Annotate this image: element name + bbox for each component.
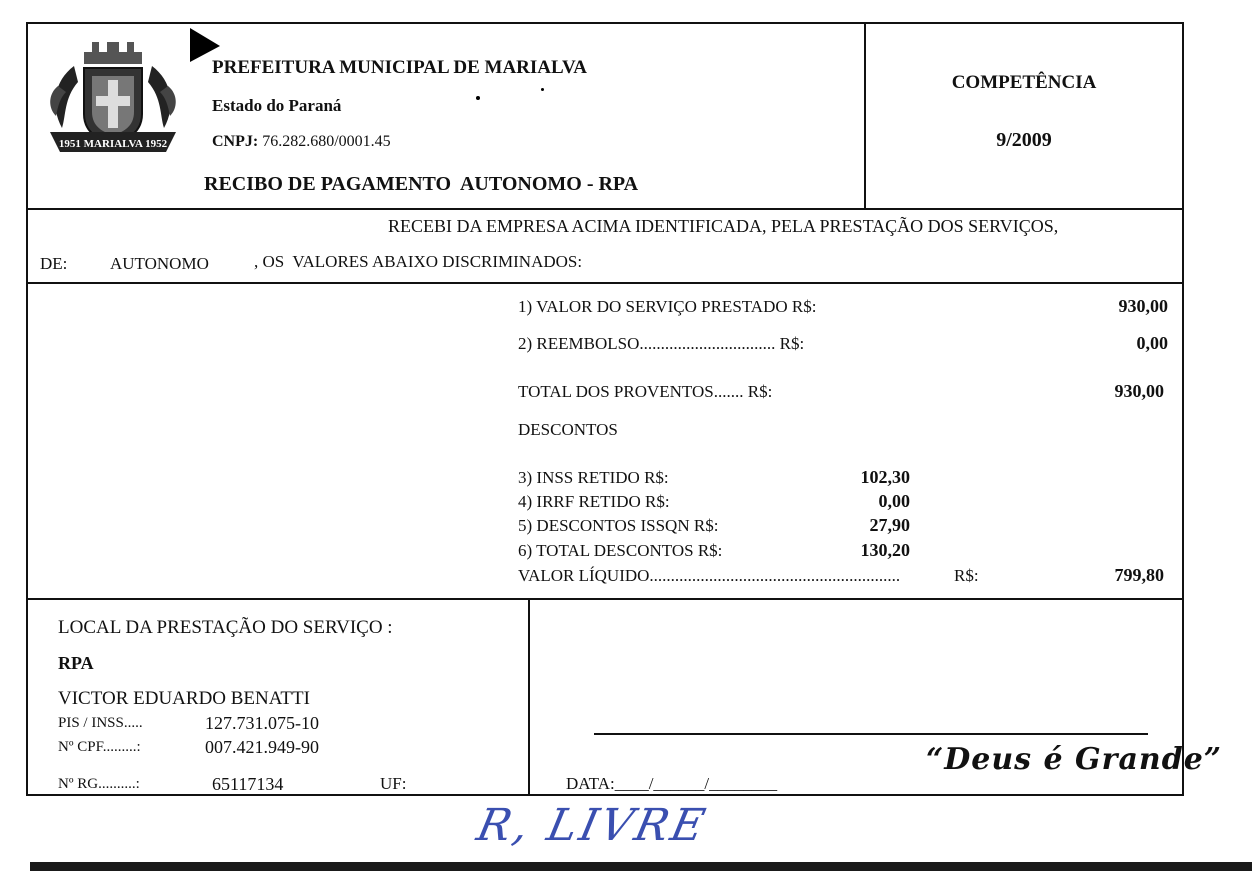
cnpj-label: CNPJ: [212, 133, 259, 150]
valor-liquido-label: VALOR LÍQUIDO........................................................... [518, 566, 901, 585]
reembolso-value: 0,00 [1136, 333, 1168, 353]
inss-value: 102,30 [860, 467, 910, 487]
service-type: AUTONOMO [110, 254, 209, 273]
rg-value: 65117134 [212, 774, 284, 794]
coat-of-arms-logo [44, 36, 182, 164]
signature-line [594, 733, 1148, 735]
svg-text:1951 MARIALVA 1952: 1951 MARIALVA 1952 [58, 138, 168, 150]
total-descontos-value: 130,20 [860, 540, 910, 560]
irrf-value: 0,00 [878, 491, 910, 511]
provider-name: VICTOR EDUARDO BENATTI [58, 688, 310, 709]
frame-bottom-border [26, 794, 1184, 796]
inss-label: 3) INSS RETIDO R$: [518, 468, 669, 487]
valor-liquido-value: 799,80 [1114, 565, 1164, 585]
total-proventos-label: TOTAL DOS PROVENTOS....... R$: [518, 382, 773, 401]
total-descontos-label: 6) TOTAL DESCONTOS R$: [518, 541, 723, 560]
intro-line-1: RECEBI DA EMPRESA ACIMA IDENTIFICADA, PELA PRESTAÇÃO DOS SERVIÇOS, [388, 216, 1059, 236]
date-field: DATA:____/______/________ [566, 774, 778, 793]
state-name: Estado do Paraná [212, 96, 342, 115]
header-divider [26, 208, 1184, 210]
pis-value: 127.731.075-10 [205, 713, 319, 733]
local-value: RPA [58, 653, 94, 673]
competencia-divider [864, 22, 866, 210]
handwritten-note: R, LIVRE [472, 800, 713, 851]
irrf-label: 4) IRRF RETIDO R$: [518, 492, 670, 511]
cnpj-value: 76.282.680/0001.45 [262, 133, 391, 150]
motto-stamp: “Deus é Grande” [926, 742, 1223, 777]
frame-left-border [26, 22, 28, 796]
servico-value: 930,00 [1118, 296, 1168, 316]
footer-column-divider [528, 598, 530, 796]
local-label: LOCAL DA PRESTAÇÃO DO SERVIÇO : [58, 617, 393, 638]
cpf-label: Nº CPF.........: [58, 739, 141, 755]
speck-mark [476, 96, 480, 100]
cpf-value: 007.421.949-90 [205, 737, 319, 757]
descontos-heading: DESCONTOS [518, 420, 618, 439]
document-title: RECIBO DE PAGAMENTO AUTONOMO - RPA [204, 173, 639, 195]
competencia-value: 9/2009 [996, 129, 1052, 151]
intro-line-2: , OS VALORES ABAIXO DISCRIMINADOS: [254, 252, 583, 271]
issqn-value: 27,90 [869, 515, 910, 535]
scan-edge [30, 862, 1252, 871]
competencia-label: COMPETÊNCIA [951, 72, 1097, 93]
speck-mark [541, 88, 544, 91]
frame-right-border [1182, 22, 1184, 796]
cnpj-row [212, 133, 391, 151]
reembolso-label: 2) REEMBOLSO................................ R$: [518, 334, 805, 353]
values-divider [26, 598, 1184, 600]
issqn-label: 5) DESCONTOS ISSQN R$: [518, 516, 719, 535]
total-proventos-value: 930,00 [1114, 381, 1164, 401]
pis-label: PIS / INSS..... [58, 715, 143, 731]
rg-label: Nº RG..........: [58, 776, 140, 792]
uf-label: UF: [380, 774, 407, 793]
intro-divider [26, 282, 1184, 284]
frame-top-border [26, 22, 1184, 24]
de-label: DE: [40, 254, 68, 273]
valor-liquido-currency: R$: [954, 566, 979, 585]
municipality-name: PREFEITURA MUNICIPAL DE MARIALVA [212, 57, 587, 78]
servico-label: 1) VALOR DO SERVIÇO PRESTADO R$: [518, 297, 817, 316]
